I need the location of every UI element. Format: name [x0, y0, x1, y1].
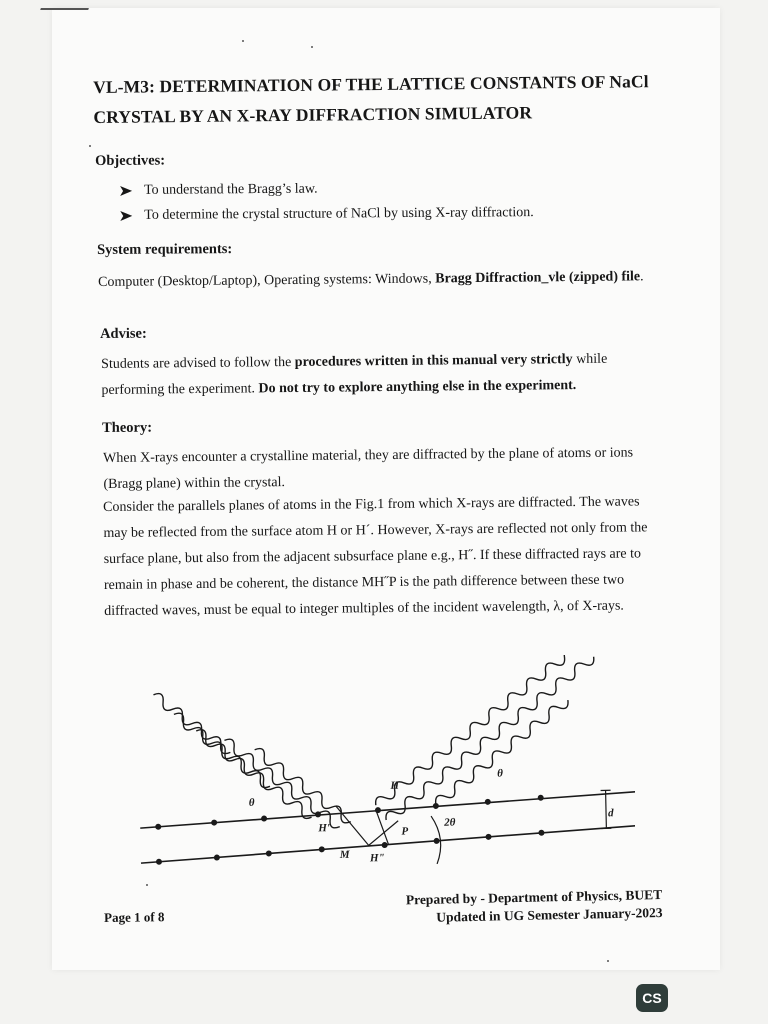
advise-part-4: Do not try to explore anything else in the experiment. [258, 378, 577, 397]
arrow-bullet-icon [120, 185, 132, 195]
label-H: H [390, 779, 400, 792]
scan-speck [146, 884, 148, 886]
theory-paragraph-1: When X-rays encounter a crystalline material, they are diffracted by the plane of atoms or ions (Bragg plane) within the crystal. [103, 445, 634, 492]
list-item [120, 175, 534, 203]
system-requirements-heading: System requirements: [97, 241, 233, 258]
scan-speck [242, 40, 244, 42]
objectives-heading: Objectives: [95, 152, 166, 169]
atom [155, 824, 161, 830]
label-P: P [401, 825, 409, 838]
atom [485, 834, 491, 840]
document-title [93, 66, 684, 132]
atom [538, 795, 544, 801]
diffracted-wave [373, 655, 606, 809]
scan-speck [311, 46, 313, 48]
label-theta-left: θ [248, 796, 255, 809]
camscanner-logo-icon: CS [636, 984, 668, 1012]
page-number: Page 1 of 8 [104, 909, 165, 925]
atom-dots [155, 795, 545, 865]
label-two-theta: 2θ [444, 816, 456, 829]
atom [375, 807, 381, 813]
atom [382, 842, 388, 848]
label-d: d [607, 807, 614, 820]
atom [211, 820, 217, 826]
atom [156, 859, 162, 865]
system-requirements-plain: Computer (Desktop/Laptop), Operating systems: Windows, [98, 271, 436, 290]
incident-wave [171, 710, 273, 790]
atom [261, 815, 267, 821]
theory-heading: Theory: [102, 419, 153, 436]
updated-semester: Updated in UG Semester January-2023 [436, 904, 663, 925]
scan-speck [89, 145, 91, 147]
label-theta-right: θ [497, 767, 504, 780]
footer-credits [400, 886, 663, 927]
path-segment-HP [368, 821, 398, 846]
atom [485, 799, 491, 805]
atom [214, 854, 220, 860]
objective-text: To understand the Bragg’s law. [144, 181, 318, 198]
incident-wave [150, 691, 233, 757]
objectives-list [120, 175, 534, 228]
diffracted-wave [383, 655, 597, 824]
crystal-planes [140, 792, 635, 863]
bragg-diffraction-figure [135, 655, 635, 870]
atom [434, 838, 440, 844]
scan-corner-mark [40, 0, 92, 10]
prepared-by: Prepared by - Department of Physics, BUET [405, 886, 663, 908]
label-M: M [339, 848, 350, 861]
system-requirements-end: . [640, 269, 644, 285]
objective-text: To determine the crystal structure of NaCl by using X-ray diffraction. [144, 205, 534, 223]
diffracted-wave [433, 696, 571, 808]
advise-heading: Advise: [100, 325, 147, 342]
incident-wave [221, 736, 342, 830]
title-line-1: VL-M3: DETERMINATION OF THE LATTICE CONSTANTS OF NaCl [93, 71, 649, 97]
label-H-double-prime: H" [369, 852, 385, 865]
title-line-2: CRYSTAL BY AN X-RAY DIFFRACTION SIMULATOR [93, 102, 533, 127]
atom [538, 830, 544, 836]
advise-part-2: procedures written in this manual very strictly [294, 352, 573, 370]
d-spacing-marker [606, 790, 607, 828]
advise-text [101, 346, 670, 404]
advise-part-3: while performing the experiment. [101, 351, 608, 398]
arrow-bullet-icon [120, 210, 132, 220]
scan-speck [607, 960, 609, 962]
list-item [120, 200, 534, 228]
atom [319, 846, 325, 852]
theory-paragraph-2: Consider the parallels planes of atoms in the Fig.1 from which X-rays are diffracted. The waves may be reflected from the surface atom H or H´. However, X-rays are reflected not only from the surface plane, but also from the adjacent subsurface plane e.g., H˝. If these diffracted rays are to remain in phase and be coherent, the distance MH˝P is the path difference between these two diffracted waves, must be equal to integer multiples of the incident wavelength, λ, of X-rays. [103, 494, 648, 619]
label-H-prime: H' [318, 822, 331, 835]
advise-part-1: Students are advised to follow the [101, 354, 295, 372]
atom [266, 850, 272, 856]
system-requirements-bold: Bragg Diffraction_vle (zipped) file [435, 269, 641, 287]
